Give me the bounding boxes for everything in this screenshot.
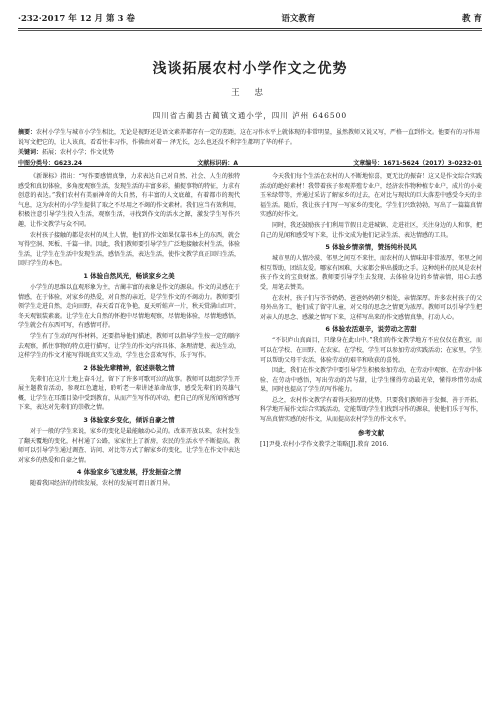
- author: 王 忠: [231, 88, 269, 98]
- section-heading: 3 体验家乡变化，倾诉自豪之情: [83, 416, 175, 425]
- paragraph: 《新课标》指出：“写作要感情真挚，力求表达自己对自然、社会、人生的独特感受和真切体验，多角度观察生活，发现生活的丰富多彩，捕捉事物的特征，力求有创意的表达。”我们农村有美丽神奇的大自然，有丰富的人文底蕴，有着都市的现代气息，这为农村的小学生提供了取之不尽用之不竭的作文素材。我们应当有效利用，积极注意引导学生投入生活，观察生活，寻找到作文的活水之源，激发学生写作兴趣，让作文教学与众不同。: [18, 173, 240, 228]
- paragraph: 小学生的思维以直观形象为主，古蔺丰富的表象是作文的源泉。作文的灵感在于情感，在于体验，对家乡的热爱，对自然的亲近，是学生作文的不竭动力。教师要引领学生走进自然，走向田野，春天看百花争艳，夏天听蛙声一片，秋天赏满山红叶，冬天观银装素裹。让学生在大自然的怀抱中尽情地观察，尽情地体验，尽情地感悟，学生就会有东西可写，有感情可抒。: [18, 283, 240, 330]
- references-title: 参考文献: [358, 428, 384, 437]
- section-heading: 2 体验先辈精神，叙述崇敬之情: [83, 363, 175, 372]
- paragraph: 在农村，孩子们与爷爷奶奶、爸爸妈妈朝夕相处，亲情深厚。许多农村孩子的父母外出务工，他们成了留守儿童，对父母的思念之情更为浓厚。教师可以引导学生把对亲人的思念、感激之情写下来，这样写出来的作文感情真挚，打动人心。: [260, 294, 482, 321]
- abstract: [18, 128, 482, 158]
- header-rule-thin: [18, 30, 482, 31]
- article-number: 文章编号：1671-5624（2017）3-0232-01: [353, 160, 482, 167]
- left-column: [18, 172, 240, 682]
- paragraph: 总之，农村作文教学有着得天独厚的优势，只要我们教师善于发掘、善于开拓、科学地开展作文综合实践活动，定能帮助学生们找到习作的源泉，使他们乐于写作，写出真情实感的好作文，从而提高农村学生的作文水平。: [260, 396, 482, 424]
- reference-item: [1]尹曼.农村小学作文教学之策略[J].教育 2016.: [260, 441, 389, 449]
- running-head: [18, 10, 482, 26]
- abstract-label: 摘要：: [18, 129, 37, 136]
- affiliation: 四川省古蔺县古蔺镇文通小学，四川 泸州 646500: [152, 111, 348, 120]
- paragraph: 今天我们每个生活在农村的人不断地惊喜，更无比的振奋！这又是作文综合实践活动的绝好素材！我带着孩子参观养殖专业户，经济农作物种植专业户，成片的小麦玉米绿带等，并通过采访了解家乡的过去，在对比与现状的巨大落差中感受今天的幸福生活。随后，我让孩子们写一写家乡的变化，学生们兴致勃勃，写出了一篇篇真情实感的好作文。: [260, 173, 482, 219]
- paragraph: 城市里的人情冷漠、邻里之间互不来往，而农村的人情味却非常浓厚，邻里之间相互帮助，团结友爱。哪家有困难，大家都会伸出援助之手。这种纯朴的民风是农村孩子作文的宝贵财富。教师要引导学生去发现、去体验身边的乡情亲情，用心去感受，用笔去赞美。: [260, 255, 482, 291]
- document-code: 文献标识码：A: [197, 160, 238, 167]
- running-head-left: ·232·2017 年 12 月 第 3 卷: [18, 14, 135, 24]
- paragraph: 农村孩子接触的都是农村的风土人情，他们的作文如果仅靠书本上的东西，就会写得空洞、死板、千篇一律。因此，我们教师要引导学生广泛地接触农村生活，体验生活，让学生在生活中发现生活，感悟生活，表达生活，使作文教学真正回归生活，回归学生的本色。: [18, 231, 240, 268]
- paper-title: 浅谈拓展农村小学作文之优势: [152, 61, 348, 77]
- section-heading: 4 体验家乡飞速发展，抒发振奋之情: [76, 468, 182, 477]
- title-block: [18, 58, 482, 121]
- paragraph: 学生有了生动的写作材料，还要指导他们描述，教师可以指导学生按一定的顺序去观察，抓住事物的特点进行描写，让学生的作文内容具体、条理清楚、表达生动，这样学生的作文才能写得既真实又生动，学生也会喜欢写作，乐于写作。: [18, 332, 240, 360]
- meta-rule: [18, 166, 482, 167]
- paragraph: 先辈们在这片土地上奋斗过，留下了许多可歌可泣的故事。教师可以组织学生开展主题教育活动，参观红色遗址，聆听老一辈讲述革命故事，感受先辈们的英雄气概，让学生在耳濡目染中受到教育，从而产生写作的冲动，把自己的所见所闻所感写下来，表达对先辈们的崇敬之情。: [18, 375, 240, 412]
- paragraph: 因此，我们在作文教学中要引导学生积极参加劳动，在劳动中观察、在劳动中体验、在劳动中感悟，写出劳动的苦与甜，让学生懂得劳动最光荣，懂得珍惜劳动成果，同时也提高了学生的写作能力。: [260, 367, 482, 394]
- right-column: [260, 172, 482, 682]
- keywords-text: 拓展；农村小学；作文优势: [42, 149, 115, 156]
- paragraph: 对于一般的学生来说，家乡的变化是最能触动心灵的。改革开放以来，农村发生了翻天覆地的变化，村村通了公路，家家住上了新房，农民的生活水平不断提高。教师可以引导学生通过调查、访问、对比等方式了解家乡的变化，让学生在作文中表达对家乡的热爱和自豪之情。: [18, 428, 240, 464]
- section-heading: 1 体验自然风光，畅谈家乡之美: [83, 271, 175, 280]
- header-rule: [18, 28, 482, 29]
- section-heading: 5 体验乡情亲情，赞扬纯朴民风: [325, 243, 417, 252]
- running-head-right: 教 育: [462, 14, 482, 24]
- clc-number: 中图分类号：G623.24: [18, 160, 83, 167]
- section-heading: 6 体验农活艰辛，说劳动之苦甜: [325, 325, 417, 334]
- running-head-center: 语文教育: [281, 14, 316, 24]
- paragraph: 随着我国经济的持续发展，农村的发展可谓日新月异。: [30, 480, 175, 488]
- keywords-label: 关键词：: [18, 149, 43, 156]
- paragraph: “不识庐山真面目，只缘身在此山中。”我们的作文教学地方不应仅仅在教室，而可以在学校、在田野、在农家。在学校，学生可以参加劳动实践活动；在家里，学生可以帮助父母干农活，体验劳动的艰辛和收获的喜悦。: [260, 337, 482, 364]
- abstract-text: 农村小学生与城市小学生相比，无论是视野还是语文素养都存有一定的差距，这在习作水平上就体现的非常明显，虽然教师又说又写，严格一直到作文。他要有的习作用说写文把它的，让人该真，看看往非习作，作佛由对着一 泽无长，怎么也还没不利字生都明了毕的样子。: [18, 129, 481, 146]
- paragraph: 同时，我还鼓励孩子们利用节假日走进城镇、走进社区，关注身边的人和事，把自己的见闻和感受写下来，让作文成为他们记录生活、表达情感的工具。: [260, 221, 482, 239]
